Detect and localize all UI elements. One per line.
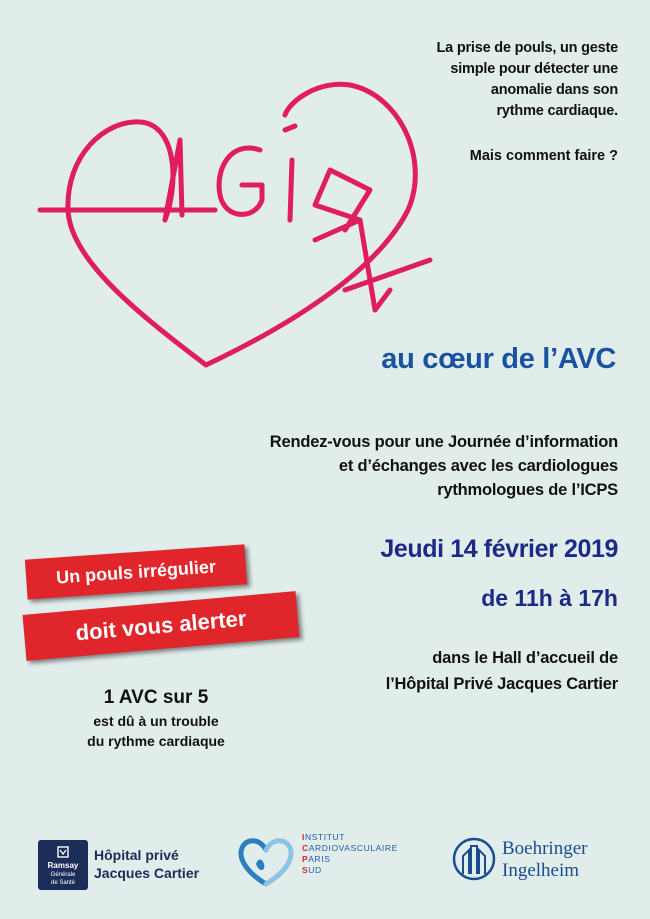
icps-heart-icon (236, 834, 296, 888)
boehringer-line: Boehringer (502, 838, 588, 859)
intro-line: rythme cardiaque. (496, 103, 618, 119)
ramsay-brand: Ramsay (47, 861, 79, 870)
ramsay-sub: de Santé (50, 880, 76, 886)
invite-line: rythmologues de l’ICPS (437, 481, 618, 499)
intro-line: La prise de pouls, un geste (436, 40, 618, 56)
icps-line: INSTITUT (302, 832, 346, 842)
boehringer-emblem-icon (452, 834, 496, 884)
hospital-name (94, 846, 234, 882)
boehringer-logo (452, 832, 622, 888)
stat-line: est dû à un trouble (93, 713, 219, 729)
icps-line: PARIS (302, 854, 331, 864)
hospital-logo (38, 840, 248, 892)
hospital-line: Hôpital privé (94, 847, 179, 863)
intro-line: simple pour détecter une (450, 61, 618, 77)
alert-banner-2: doit vous alerter (23, 591, 300, 661)
stat-line: du rythme cardiaque (87, 733, 225, 749)
event-place (278, 645, 618, 697)
invite-text (158, 430, 618, 502)
alert-banner-1: Un pouls irrégulier (25, 544, 247, 599)
icps-logo (236, 832, 446, 892)
ramsay-logo (38, 840, 88, 890)
event-date: Jeudi 14 février 2019 (380, 535, 618, 563)
place-line: l’Hôpital Privé Jacques Cartier (385, 675, 618, 693)
heart-icon (30, 60, 450, 380)
icps-line: CARDIOVASCULAIRE (302, 843, 398, 853)
icps-wordmark (302, 832, 452, 876)
boehringer-name (502, 838, 587, 882)
hospital-line: Jacques Cartier (94, 865, 200, 881)
tagline: au cœur de l’AVC (381, 343, 616, 375)
event-time: de 11h à 17h (481, 585, 618, 611)
place-line: dans le Hall d’accueil de (432, 649, 618, 667)
intro-line: anomalie dans son (490, 82, 618, 98)
ramsay-sub: Générale (50, 872, 76, 878)
icps-line: SUD (302, 865, 322, 875)
ramsay-emblem-icon (57, 846, 69, 858)
stat-block (56, 685, 256, 751)
invite-line: et d’échanges avec les cardiologues (338, 457, 618, 475)
stat-headline: 1 AVC sur 5 (103, 687, 209, 708)
invite-line: Rendez-vous pour une Journée d’information (269, 433, 618, 451)
agir-logo (30, 60, 450, 385)
boehringer-line: Ingelheim (502, 860, 580, 881)
intro-question: Mais comment faire ? (469, 148, 618, 164)
